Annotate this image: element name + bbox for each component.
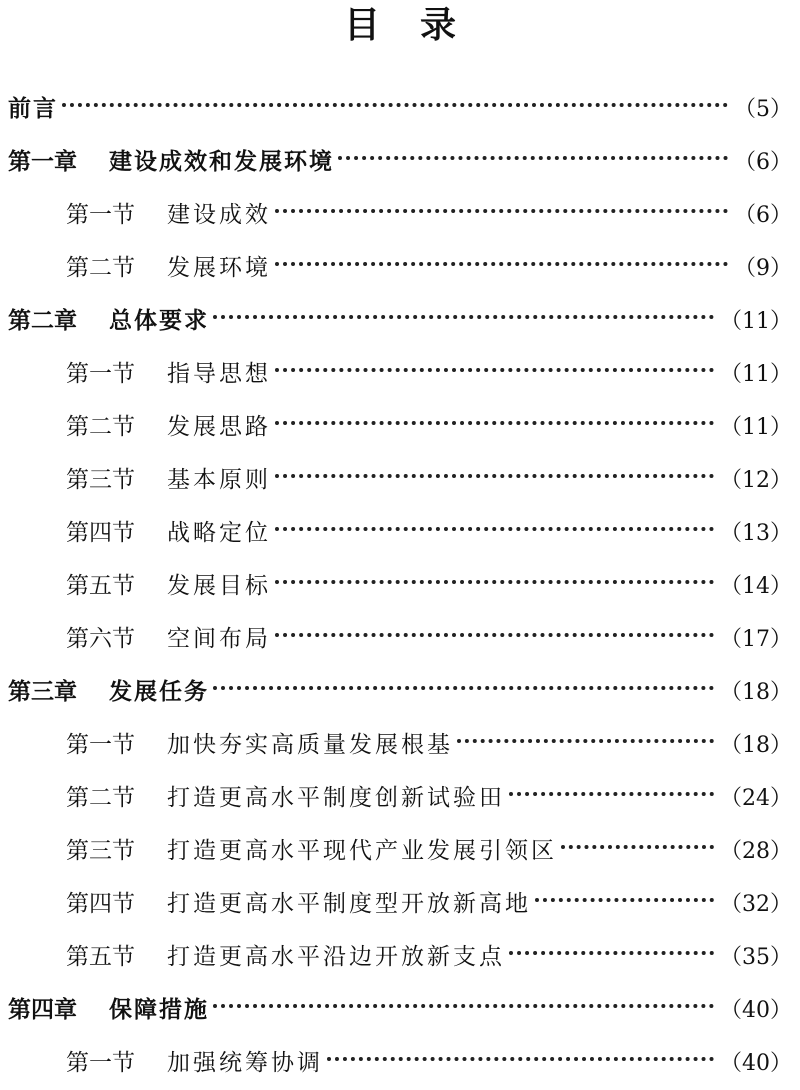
toc-section-number: 第三节 xyxy=(66,838,135,864)
toc-entry-preface[interactable] xyxy=(0,83,800,136)
toc-section-title: 打造更高水平沿边开放新支点 xyxy=(167,944,505,970)
toc-entry-page: （14） xyxy=(720,574,792,599)
toc-section-number: 第一节 xyxy=(66,361,135,387)
toc-entry-page: （9） xyxy=(734,256,792,281)
toc-section-title: 战略定位 xyxy=(167,520,271,546)
toc-section-1-1[interactable] xyxy=(0,189,800,242)
dot-leader xyxy=(213,1004,714,1008)
dot-leader xyxy=(338,156,728,160)
toc-section-number: 第一节 xyxy=(66,202,135,228)
toc-entry-page: （28） xyxy=(720,839,792,864)
toc-entry-page: （40） xyxy=(720,1051,792,1076)
toc-section-3-4[interactable] xyxy=(0,878,800,931)
toc-section-3-3[interactable] xyxy=(0,825,800,878)
toc-section-number: 第二节 xyxy=(66,785,135,811)
toc-section-2-1[interactable] xyxy=(0,348,800,401)
dot-leader xyxy=(275,368,714,372)
toc-section-4-1[interactable] xyxy=(0,1037,800,1090)
toc-entry-page: （5） xyxy=(734,97,792,122)
dot-leader xyxy=(561,845,714,849)
toc-chapter-2[interactable] xyxy=(0,295,800,348)
toc-entry-page: （24） xyxy=(720,786,792,811)
toc-chapter-title: 建设成效和发展环境 xyxy=(109,149,334,175)
table-of-contents xyxy=(0,83,800,1090)
toc-section-number: 第一节 xyxy=(66,732,135,758)
dot-leader xyxy=(457,739,714,743)
toc-section-number: 第二节 xyxy=(66,255,135,281)
toc-entry-page: （40） xyxy=(720,998,792,1023)
toc-section-number: 第三节 xyxy=(66,467,135,493)
toc-entry-page: （6） xyxy=(734,150,792,175)
toc-section-number: 第四节 xyxy=(66,891,135,917)
dot-leader xyxy=(535,898,714,902)
toc-entry-page: （12） xyxy=(720,468,792,493)
toc-entry-page: （18） xyxy=(720,680,792,705)
toc-section-title: 指导思想 xyxy=(167,361,271,387)
toc-entry-page: （17） xyxy=(720,627,792,652)
toc-section-title: 基本原则 xyxy=(167,467,271,493)
toc-entry-title: 前言 xyxy=(8,96,58,122)
toc-section-title: 发展思路 xyxy=(167,414,271,440)
dot-leader xyxy=(213,315,714,319)
toc-section-3-5[interactable] xyxy=(0,931,800,984)
dot-leader xyxy=(275,527,714,531)
toc-section-1-2[interactable] xyxy=(0,242,800,295)
dot-leader xyxy=(509,792,714,796)
toc-section-number: 第四节 xyxy=(66,520,135,546)
toc-section-3-1[interactable] xyxy=(0,719,800,772)
toc-entry-page: （11） xyxy=(720,309,792,334)
toc-entry-page: （35） xyxy=(720,945,792,970)
toc-section-title: 发展目标 xyxy=(167,573,271,599)
dot-leader xyxy=(275,474,714,478)
toc-section-number: 第二节 xyxy=(66,414,135,440)
toc-entry-page: （6） xyxy=(734,203,792,228)
toc-section-title: 打造更高水平制度型开放新高地 xyxy=(167,891,531,917)
toc-section-number: 第六节 xyxy=(66,626,135,652)
toc-chapter-number: 第一章 xyxy=(8,149,77,175)
toc-section-title: 打造更高水平制度创新试验田 xyxy=(167,785,505,811)
dot-leader xyxy=(213,686,714,690)
dot-leader xyxy=(275,209,728,213)
dot-leader xyxy=(275,262,728,266)
dot-leader xyxy=(509,951,714,955)
dot-leader xyxy=(327,1057,714,1061)
dot-leader xyxy=(275,633,714,637)
dot-leader xyxy=(275,580,714,584)
toc-entry-page: （11） xyxy=(720,362,792,387)
dot-leader xyxy=(275,421,714,425)
toc-chapter-title: 保障措施 xyxy=(109,997,209,1023)
toc-section-number: 第五节 xyxy=(66,944,135,970)
toc-chapter-title: 总体要求 xyxy=(109,308,209,334)
toc-section-title: 加快夯实高质量发展根基 xyxy=(167,732,453,758)
toc-section-2-3[interactable] xyxy=(0,454,800,507)
toc-section-2-5[interactable] xyxy=(0,560,800,613)
toc-section-title: 发展环境 xyxy=(167,255,271,281)
toc-chapter-title: 发展任务 xyxy=(109,679,209,705)
toc-section-3-2[interactable] xyxy=(0,772,800,825)
toc-section-title: 加强统筹协调 xyxy=(167,1050,323,1076)
toc-section-2-4[interactable] xyxy=(0,507,800,560)
toc-section-title: 建设成效 xyxy=(167,202,271,228)
toc-chapter-number: 第四章 xyxy=(8,997,77,1023)
toc-chapter-4[interactable] xyxy=(0,984,800,1037)
toc-section-title: 打造更高水平现代产业发展引领区 xyxy=(167,838,557,864)
toc-chapter-number: 第二章 xyxy=(8,308,77,334)
toc-entry-page: （18） xyxy=(720,733,792,758)
toc-section-number: 第一节 xyxy=(66,1050,135,1076)
toc-section-title: 空间布局 xyxy=(167,626,271,652)
toc-entry-page: （32） xyxy=(720,892,792,917)
toc-chapter-3[interactable] xyxy=(0,666,800,719)
toc-chapter-number: 第三章 xyxy=(8,679,77,705)
toc-entry-page: （11） xyxy=(720,415,792,440)
toc-entry-page: （13） xyxy=(720,521,792,546)
toc-section-2-2[interactable] xyxy=(0,401,800,454)
toc-section-number: 第五节 xyxy=(66,573,135,599)
page-title: 目录 xyxy=(343,5,496,46)
toc-chapter-1[interactable] xyxy=(0,136,800,189)
dot-leader xyxy=(62,103,728,107)
toc-section-2-6[interactable] xyxy=(0,613,800,666)
